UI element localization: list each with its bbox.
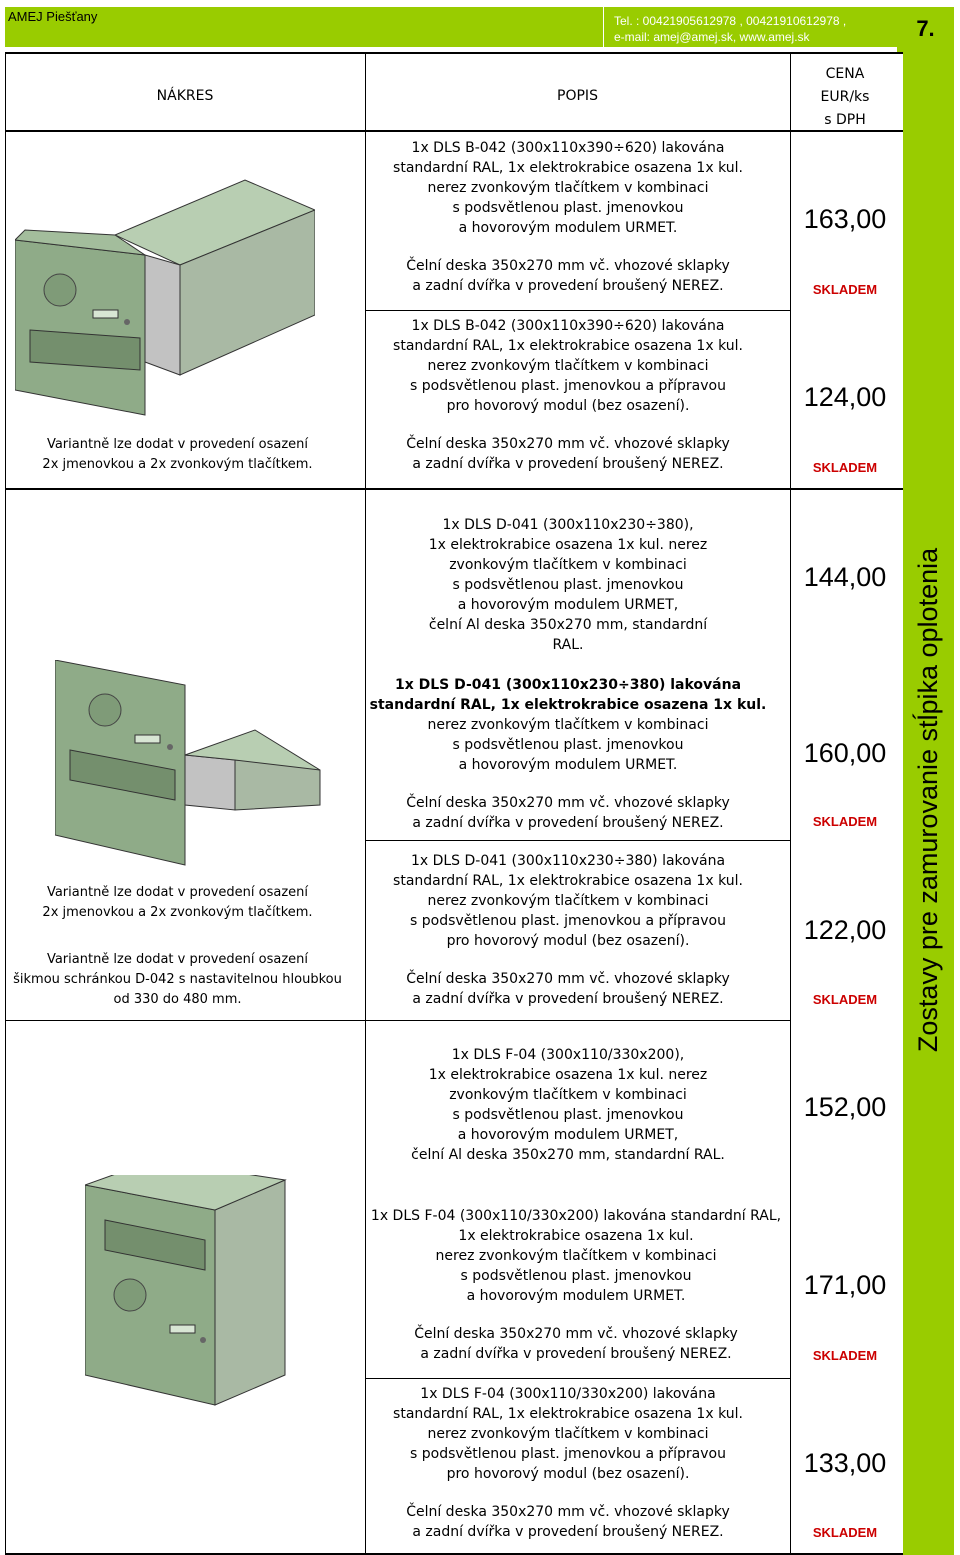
header-separator xyxy=(5,130,903,132)
variant-line: Variantně lze dodat v provedení osazení xyxy=(46,952,309,967)
description-line: 1x DLS F-04 (300x110/330x200), xyxy=(451,1047,685,1063)
description-line: nerez zvonkovým tlačítkem v kombinaci xyxy=(427,358,709,374)
description-line: s podsvětlenou plast. jmenovkou xyxy=(460,1268,692,1284)
description-line: s podsvětlenou plast. jmenovkou xyxy=(452,1107,684,1123)
description-line: Čelní deska 350x270 mm vč. vhozové sklapky xyxy=(406,971,730,987)
description-line: a hovorovým modulem URMET. xyxy=(466,1288,686,1304)
side-title: Zostavy pre zamurovanie stĺpika oplotenia xyxy=(913,547,943,1053)
description-line: a zadní dvířka v provedení broušený NEREZ. xyxy=(412,991,724,1007)
product-price: 124,00 xyxy=(803,382,887,412)
row-separator xyxy=(5,1020,365,1021)
product-price: 163,00 xyxy=(803,204,887,234)
stock-status: SKLADEM xyxy=(812,282,878,297)
description-line: Čelní deska 350x270 mm vč. vhozové sklapky xyxy=(406,795,730,811)
grid-left-border xyxy=(5,52,6,1555)
company-name: AMEJ Piešťany xyxy=(8,9,98,24)
description-line: Čelní deska 350x270 mm vč. vhozové sklapky xyxy=(406,258,730,274)
description-line: zvonkovým tlačítkem v kombinaci xyxy=(449,1087,687,1103)
description-line: s podsvětlenou plast. jmenovkou xyxy=(452,577,684,593)
product-description xyxy=(358,1384,778,1542)
column-price-line3: s DPH xyxy=(824,112,866,128)
description-line: Čelní deska 350x270 mm vč. vhozové sklapky xyxy=(406,1504,730,1520)
description-line: a hovorovým modulem URMET, xyxy=(457,1127,679,1143)
product-price: 133,00 xyxy=(803,1448,887,1478)
description-line: s podsvětlenou plast. jmenovkou xyxy=(452,737,684,753)
description-line: 1x DLS B-042 (300x110x390÷620) lakována xyxy=(411,140,725,156)
row-separator xyxy=(365,1378,790,1379)
page-number: 7. xyxy=(916,16,935,41)
description-line: 1x DLS D-041 (300x110x230÷380) lakována xyxy=(410,853,726,869)
product-price: 122,00 xyxy=(803,915,887,945)
description-line: Čelní deska 350x270 mm vč. vhozové sklapky xyxy=(414,1326,738,1342)
description-line: 1x DLS F-04 (300x110/330x200) lakována standardní RAL, xyxy=(370,1208,782,1224)
product-price: 152,00 xyxy=(803,1092,887,1122)
description-line: a zadní dvířka v provedení broušený NEREZ. xyxy=(412,278,724,294)
description-line: nerez zvonkovým tlačítkem v kombinaci xyxy=(427,717,709,733)
product-price: 160,00 xyxy=(803,738,887,768)
stock-status: SKLADEM xyxy=(812,460,878,475)
description-line: a hovorovým modulem URMET, xyxy=(457,597,679,613)
variant-note xyxy=(5,435,350,475)
description-line: s podsvětlenou plast. jmenovkou a přípravou xyxy=(410,1446,726,1462)
description-line: nerez zvonkovým tlačítkem v kombinaci xyxy=(427,1426,709,1442)
description-line: pro hovorový modul (bez osazení). xyxy=(446,933,690,949)
description-line: 1x elektrokrabice osazena 1x kul. nerez xyxy=(428,537,708,553)
description-line: a hovorovým modulem URMET. xyxy=(458,757,678,773)
variant-line: od 330 do 480 mm. xyxy=(113,992,242,1007)
description-line: a zadní dvířka v provedení broušený NEREZ. xyxy=(420,1346,732,1362)
description-line: 1x DLS F-04 (300x110/330x200) lakována xyxy=(420,1386,716,1402)
description-line: RAL. xyxy=(552,637,584,653)
variant-note xyxy=(5,950,350,1010)
product-description xyxy=(358,851,778,1009)
product-description xyxy=(358,316,778,474)
stock-status: SKLADEM xyxy=(812,814,878,829)
variant-line: Variantně lze dodat v provedení osazení xyxy=(46,885,309,900)
product-drawing-f04 xyxy=(85,1175,315,1425)
product-price: 171,00 xyxy=(803,1270,887,1300)
table-top-border xyxy=(5,52,903,54)
description-line: standardní RAL, 1x elektrokrabice osazena 1x kul. xyxy=(393,160,743,176)
description-line: standardní RAL, 1x elektrokrabice osazena 1x kul. xyxy=(393,1406,743,1422)
contact-phone: Tel. : 00421905612978 , 00421910612978 , xyxy=(614,14,847,28)
column-drawing: NÁKRES xyxy=(156,88,214,104)
description-line: čelní Al deska 350x270 mm, standardní xyxy=(428,617,708,633)
product-description xyxy=(358,1045,778,1165)
product-description xyxy=(358,138,778,296)
row-separator xyxy=(365,310,790,311)
stock-status: SKLADEM xyxy=(812,1348,878,1363)
description-line: 1x elektrokrabice osazena 1x kul. xyxy=(458,1228,694,1244)
column-price-line2: EUR/ks xyxy=(820,89,870,105)
description-line: a hovorovým modulem URMET. xyxy=(458,220,678,236)
description-line: standardní RAL, 1x elektrokrabice osazena 1x kul. xyxy=(369,697,767,713)
stock-status: SKLADEM xyxy=(812,992,878,1007)
description-line: čelní Al deska 350x270 mm, standardní RAL. xyxy=(411,1147,725,1163)
contact-info xyxy=(614,13,846,45)
variant-line: šikmou schránkou D-042 s nastavitelnou hloubkou xyxy=(13,972,342,987)
product-price: 144,00 xyxy=(803,562,887,592)
description-line: standardní RAL, 1x elektrokrabice osazena 1x kul. xyxy=(393,873,743,889)
description-line: pro hovorový modul (bez osazení). xyxy=(446,1466,690,1482)
description-line: 1x DLS D-041 (300x110x230÷380), xyxy=(442,517,694,533)
variant-line: Variantně lze dodat v provedení osazení xyxy=(46,437,309,452)
row-separator xyxy=(365,840,790,841)
row-separator xyxy=(365,1020,790,1021)
description-line: 1x DLS B-042 (300x110x390÷620) lakována xyxy=(411,318,725,334)
description-line: nerez zvonkovým tlačítkem v kombinaci xyxy=(427,180,709,196)
product-drawing-b042 xyxy=(15,140,315,420)
product-description xyxy=(360,1206,792,1364)
variant-line: 2x jmenovkou a 2x zvonkovým tlačítkem. xyxy=(42,905,313,920)
description-line: s podsvětlenou plast. jmenovkou a přípravou xyxy=(410,378,726,394)
description-line: 1x DLS D-041 (300x110x230÷380) lakována xyxy=(394,677,742,693)
description-line: a zadní dvířka v provedení broušený NEREZ. xyxy=(412,815,724,831)
product-drawing-d041 xyxy=(55,660,325,880)
stock-status: SKLADEM xyxy=(812,1525,878,1540)
description-line: standardní RAL, 1x elektrokrabice osazena 1x kul. xyxy=(393,338,743,354)
column-price-line1: CENA xyxy=(825,66,865,82)
description-line: nerez zvonkovým tlačítkem v kombinaci xyxy=(435,1248,717,1264)
contact-email: e-mail: amej@amej.sk, www.amej.sk xyxy=(614,30,810,44)
column-description: POPIS xyxy=(557,88,598,104)
section-separator xyxy=(5,488,903,490)
description-line: pro hovorový modul (bez osazení). xyxy=(446,398,690,414)
description-line: s podsvětlenou plast. jmenovkou a přípravou xyxy=(410,913,726,929)
column-price xyxy=(790,63,900,132)
description-line: nerez zvonkovým tlačítkem v kombinaci xyxy=(427,893,709,909)
description-line: Čelní deska 350x270 mm vč. vhozové sklapky xyxy=(406,436,730,452)
product-description xyxy=(358,675,778,833)
variant-note xyxy=(5,883,350,923)
variant-line: 2x jmenovkou a 2x zvonkovým tlačítkem. xyxy=(42,457,313,472)
description-line: zvonkovým tlačítkem v kombinaci xyxy=(449,557,687,573)
product-description xyxy=(358,515,778,655)
description-line: 1x elektrokrabice osazena 1x kul. nerez xyxy=(428,1067,708,1083)
description-line: a zadní dvířka v provedení broušený NEREZ. xyxy=(412,456,724,472)
description-line: a zadní dvířka v provedení broušený NEREZ. xyxy=(412,1524,724,1540)
description-line: s podsvětlenou plast. jmenovkou xyxy=(452,200,684,216)
